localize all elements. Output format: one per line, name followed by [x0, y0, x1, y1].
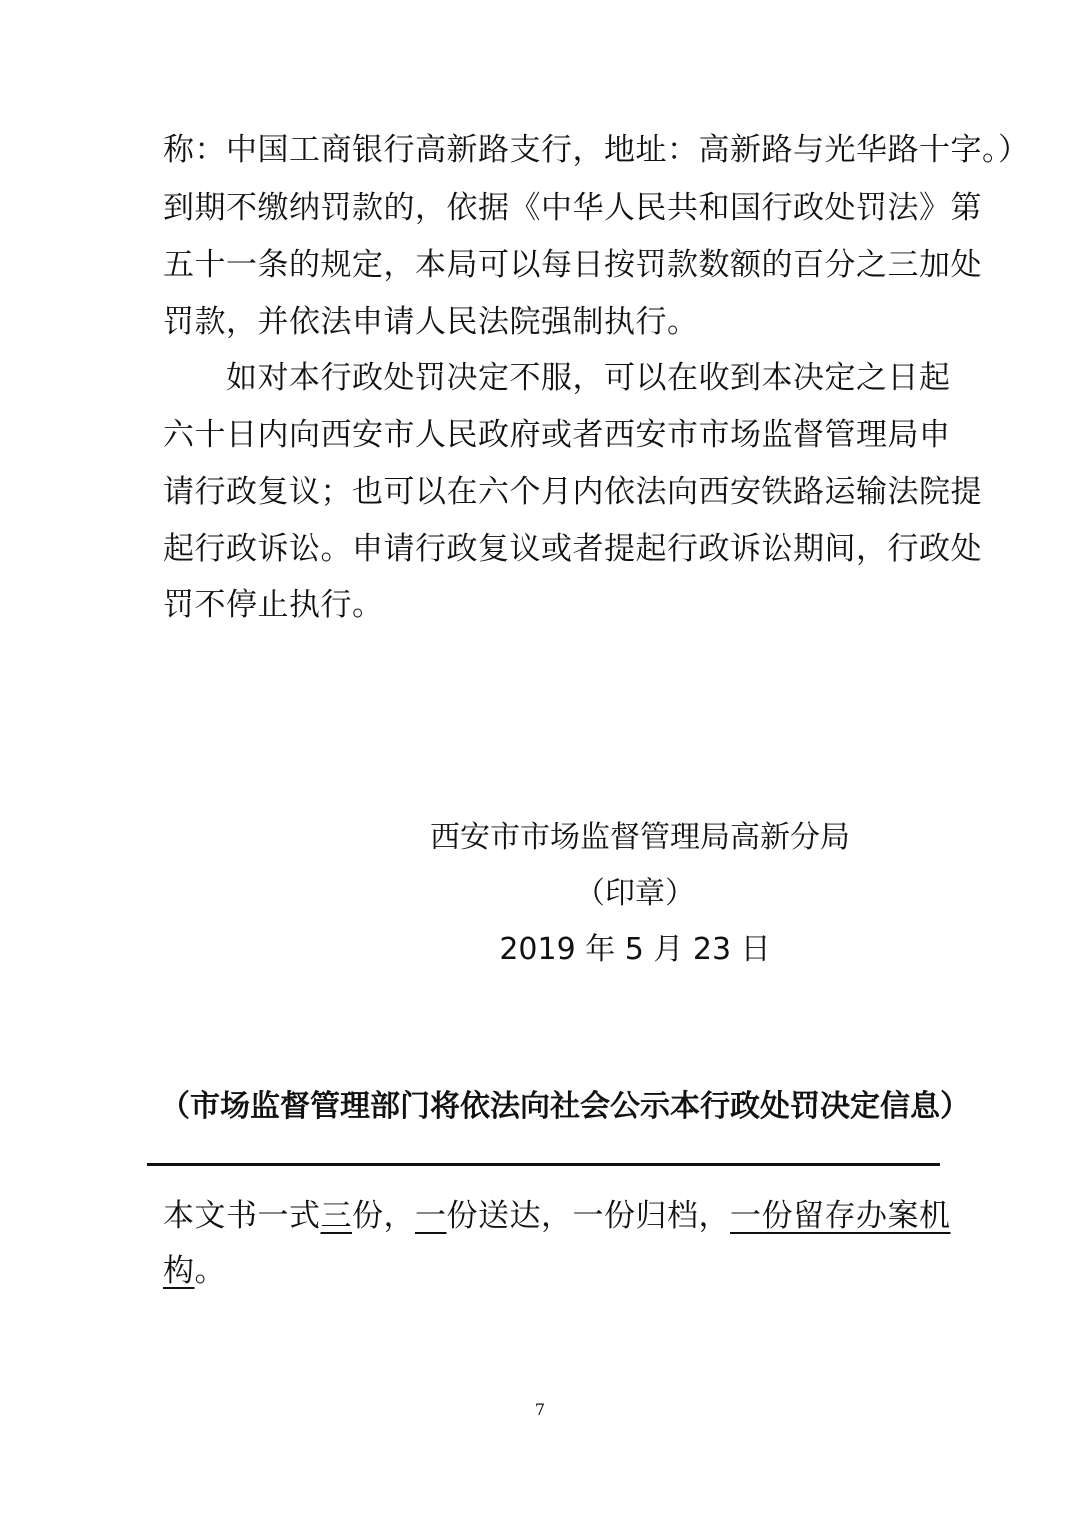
paragraph-2-line-2: 六十日内向西安市人民政府或者西安市市场监督管理局申: [163, 417, 951, 453]
copies-note-line-1: [163, 1196, 951, 1236]
paragraph-2-line-4: 起行政诉讼。申请行政复议或者提起行政诉讼期间，行政处: [163, 531, 982, 567]
copies-one-a: 一: [415, 1198, 447, 1234]
paragraph-2-line-1: 如对本行政处罚决定不服，可以在收到本决定之日起: [163, 360, 951, 396]
copies-separator: ，: [383, 1198, 415, 1234]
copies-one-b: 一份留存办案机: [730, 1198, 951, 1234]
paragraph-1-line-3: 五十一条的规定，本局可以每日按罚款数额的百分之三加处: [163, 247, 982, 283]
copies-note-line-2: [163, 1251, 923, 1291]
paragraph-2-line-3: 请行政复议；也可以在六个月内依法向西安铁路运输法院提: [163, 474, 982, 510]
separator-rule: [147, 1163, 940, 1166]
page-number: 7: [534, 1400, 546, 1419]
paragraph-1-line-2: 到期不缴纳罚款的，依据《中华人民共和国行政处罚法》第: [163, 190, 982, 226]
issue-date: 2019 年 5 月 23 日: [499, 932, 771, 967]
copies-unit: 份: [352, 1198, 384, 1234]
public-notice: （市场监督管理部门将依法向社会公示本行政处罚决定信息）: [160, 1089, 970, 1124]
paragraph-1-line-1: 称：中国工商银行高新路支行，地址：高新路与光华路十字。）: [163, 132, 1030, 168]
copies-line2-underlined: 构: [163, 1253, 195, 1289]
copies-line2-end: 。: [194, 1253, 226, 1289]
issuer-name: 西安市市场监督管理局高新分局: [430, 820, 850, 855]
seal-placeholder: （印章）: [575, 876, 695, 911]
copies-prefix: 本文书一式: [163, 1198, 321, 1234]
copies-rest-a: 份送达，一份归档，: [446, 1198, 730, 1234]
copies-count: 三: [320, 1198, 352, 1234]
paragraph-2-line-5: 罚不停止执行。: [163, 587, 384, 623]
paragraph-1-line-4: 罚款，并依法申请人民法院强制执行。: [163, 304, 699, 340]
